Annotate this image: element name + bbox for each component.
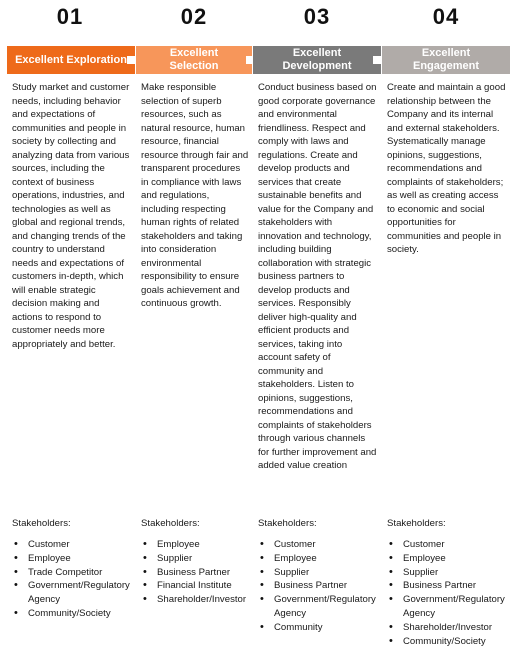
list-item: • Customer (274, 538, 382, 552)
stakeholders-label: Stakeholders: (387, 518, 446, 529)
list-item: • Government/Regulatory Agency (28, 579, 136, 607)
step-number: 04 (432, 4, 460, 29)
list-item: • Business Partner (403, 579, 513, 593)
list-item: • Community/Society (28, 607, 136, 621)
stakeholder-list (387, 538, 513, 648)
step-number: 03 (303, 4, 331, 29)
step-title-line: Engagement (412, 60, 479, 72)
step-title-line: Excellent (421, 47, 471, 59)
list-item: • Employee (157, 538, 253, 552)
list-item: • Financial Institute (157, 579, 253, 593)
stakeholders-label: Stakeholders: (12, 518, 71, 529)
list-item: • Community (274, 621, 382, 635)
list-item: • Employee (28, 552, 136, 566)
list-item: • Business Partner (157, 566, 253, 580)
list-item: • Government/Regulatory Agency (274, 593, 382, 621)
stakeholders-label: Stakeholders: (258, 518, 317, 529)
step-title-line: Excellent (169, 47, 219, 59)
list-item: • Shareholder/Investor (403, 621, 513, 635)
list-item: • Supplier (157, 552, 253, 566)
stakeholder-list (141, 538, 253, 607)
list-item: • Employee (403, 552, 513, 566)
step-title-line: Development (282, 60, 352, 72)
list-item: • Government/Regulatory Agency (403, 593, 513, 621)
list-item: • Supplier (403, 566, 513, 580)
step-description: Conduct business based on good corporate governance and environmental friendliness. Respect and comply with laws and regulations. Create and develop products and services that create sustainable benefits and value for the Company and stakeholders with innovation and technology, including building collaboration with strategic business partners to develop products and services. Responsibly deliver high-quality and efficient products and services, taking into account safety of community and stakeholders. Listen to opinions, suggestions, recommendations and complaints of stakeholders through various channels for further improvement and added value creation (258, 82, 377, 471)
stakeholder-list (258, 538, 382, 635)
step-title: Excellent Exploration (15, 53, 127, 66)
list-item: • Community/Society (403, 635, 513, 649)
step-banner (382, 46, 510, 74)
list-item: • Trade Competitor (28, 566, 136, 580)
list-item: • Business Partner (274, 579, 382, 593)
stakeholders-label: Stakeholders: (141, 518, 200, 529)
list-item: • Customer (28, 538, 136, 552)
step-number: 01 (56, 4, 84, 29)
step-description: Create and maintain a good relationship between the Company and its internal and external stakeholders. Systematically manage opinions, suggestions, recommendations and complaints of stakeholders; as well as creating access to economic and social opportunities for communities and people in society. (387, 82, 506, 255)
step-banner (136, 46, 252, 74)
list-item: • Employee (274, 552, 382, 566)
step-description: Make responsible selection of superb resources, such as natural resource, human resource, financial resource through fair and transparent procedures in compliance with laws and regulations, including respecting human rights of related stakeholders and taking into consideration environmental responsibility to ensure goals achievement and continuous growth. (141, 82, 249, 309)
step-number: 02 (180, 4, 208, 29)
step-banner (7, 46, 135, 74)
list-item: • Shareholder/Investor (157, 593, 253, 607)
step-banner (253, 46, 381, 74)
step-title-line: Selection (169, 60, 219, 72)
step-description: Study market and customer needs, including behavior and expectations of communities and people in society by collecting and analyzing data from various sources, including the context of business operations, industries, and technologies as well as global and regional trends, and changing trends of the country to understand needs and expectations of customers in-depth, which will enable strategic decision making and actions to respond to customer needs more appropriately and better. (12, 82, 130, 350)
list-item: • Supplier (274, 566, 382, 580)
step-title-line: Excellent (292, 47, 342, 59)
list-item: • Customer (403, 538, 513, 552)
stakeholder-list (12, 538, 136, 621)
